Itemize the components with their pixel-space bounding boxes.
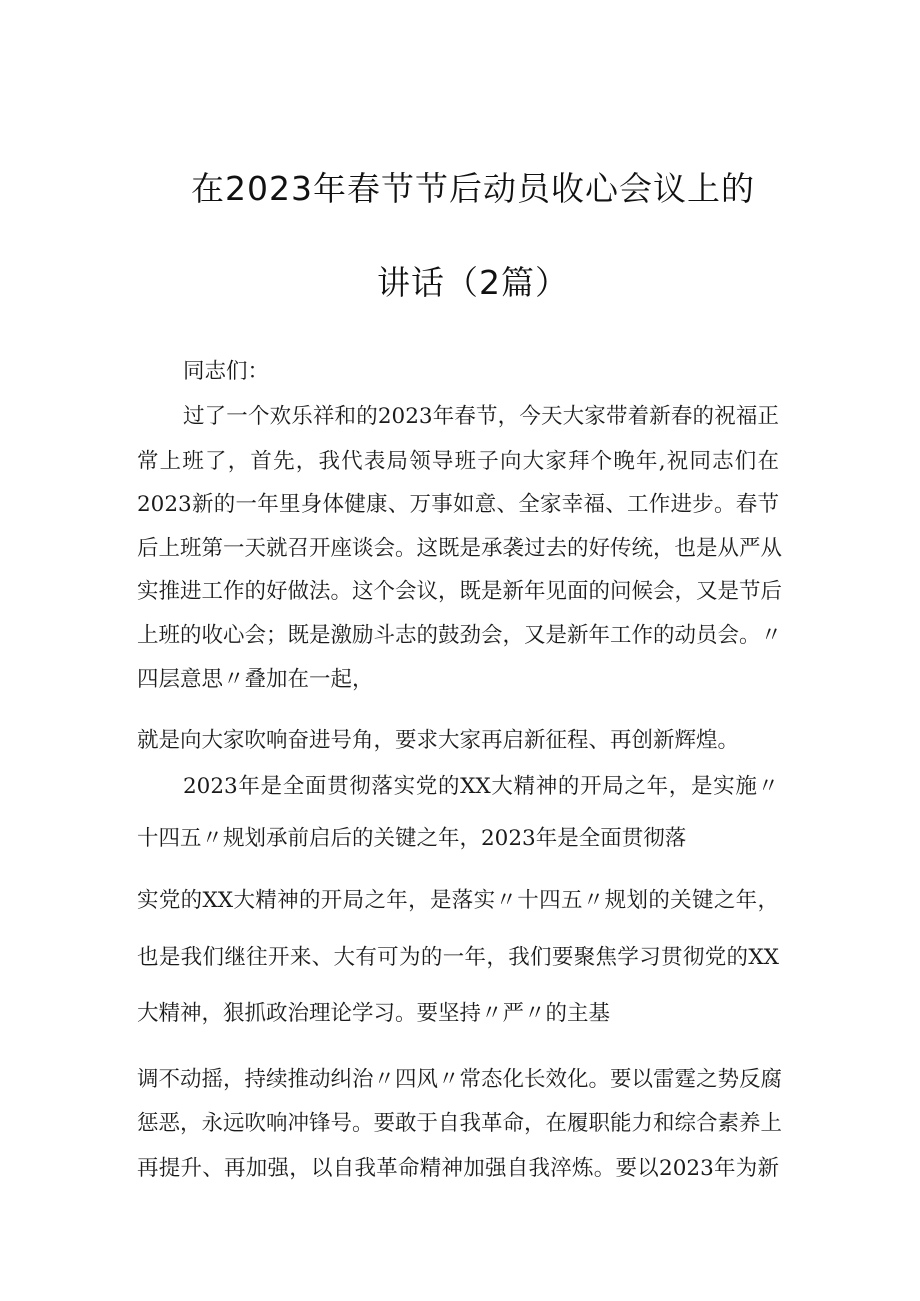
paragraph-line: 后上班第一天就召开座谈会。这既是承袭过去的好传统，也是从严从 — [137, 536, 783, 561]
paragraph-line: 2023新的一年里身体健康、万事如意、全家幸福、工作进步。春节 — [137, 492, 779, 517]
paragraph-line: 实推进工作的好做法。这个会议，既是新年见面的问候会，又是节后 — [137, 579, 783, 604]
paragraph-line: 大精神，狠抓政治理论学习。要坚持〃严〃的主基 — [137, 1001, 611, 1026]
paragraph-line: 过了一个欢乐祥和的2023年春节，今天大家带着新春的祝福正 — [183, 404, 779, 429]
document-title-line-1: 在2023年春节节后动员收心会议上的 — [191, 169, 755, 208]
paragraph-line: 四层意思〃叠加在一起， — [137, 667, 374, 692]
paragraph-line: 再提升、再加强，以自我革命精神加强自我淬炼。要以2023年为新 — [137, 1156, 779, 1181]
paragraph-line: 也是我们继往开来、大有可为的一年，我们要聚焦学习贯彻党的XX — [137, 945, 779, 970]
salutation: 同志们： — [183, 359, 270, 384]
document-title-line-2: 讲话（2篇） — [377, 263, 569, 302]
paragraph-line: 常上班了，首先，我代表局领导班子向大家拜个晚年,祝同志们在 — [137, 449, 779, 474]
paragraph-line: 惩恶，永远吹响冲锋号。要敢于自我革命，在履职能力和综合素养上 — [137, 1111, 783, 1136]
paragraph-line: 调不动摇，持续推动纠治〃四风〃常态化长效化。要以雷霆之势反腐 — [137, 1067, 783, 1092]
paragraph-line: 就是向大家吹响奋进号角，要求大家再启新征程、再创新辉煌。 — [137, 728, 740, 753]
paragraph-line: 2023年是全面贯彻落实党的XX大精神的开局之年，是实施〃 — [183, 774, 779, 799]
paragraph-line: 十四五〃规划承前启后的关键之年，2023年是全面贯彻落 — [137, 826, 687, 851]
paragraph-line: 实党的XX大精神的开局之年，是落实〃十四五〃规划的关键之年， — [137, 888, 779, 913]
paragraph-line: 上班的收心会；既是激励斗志的鼓劲会，又是新年工作的动员会。〃 — [137, 623, 783, 648]
